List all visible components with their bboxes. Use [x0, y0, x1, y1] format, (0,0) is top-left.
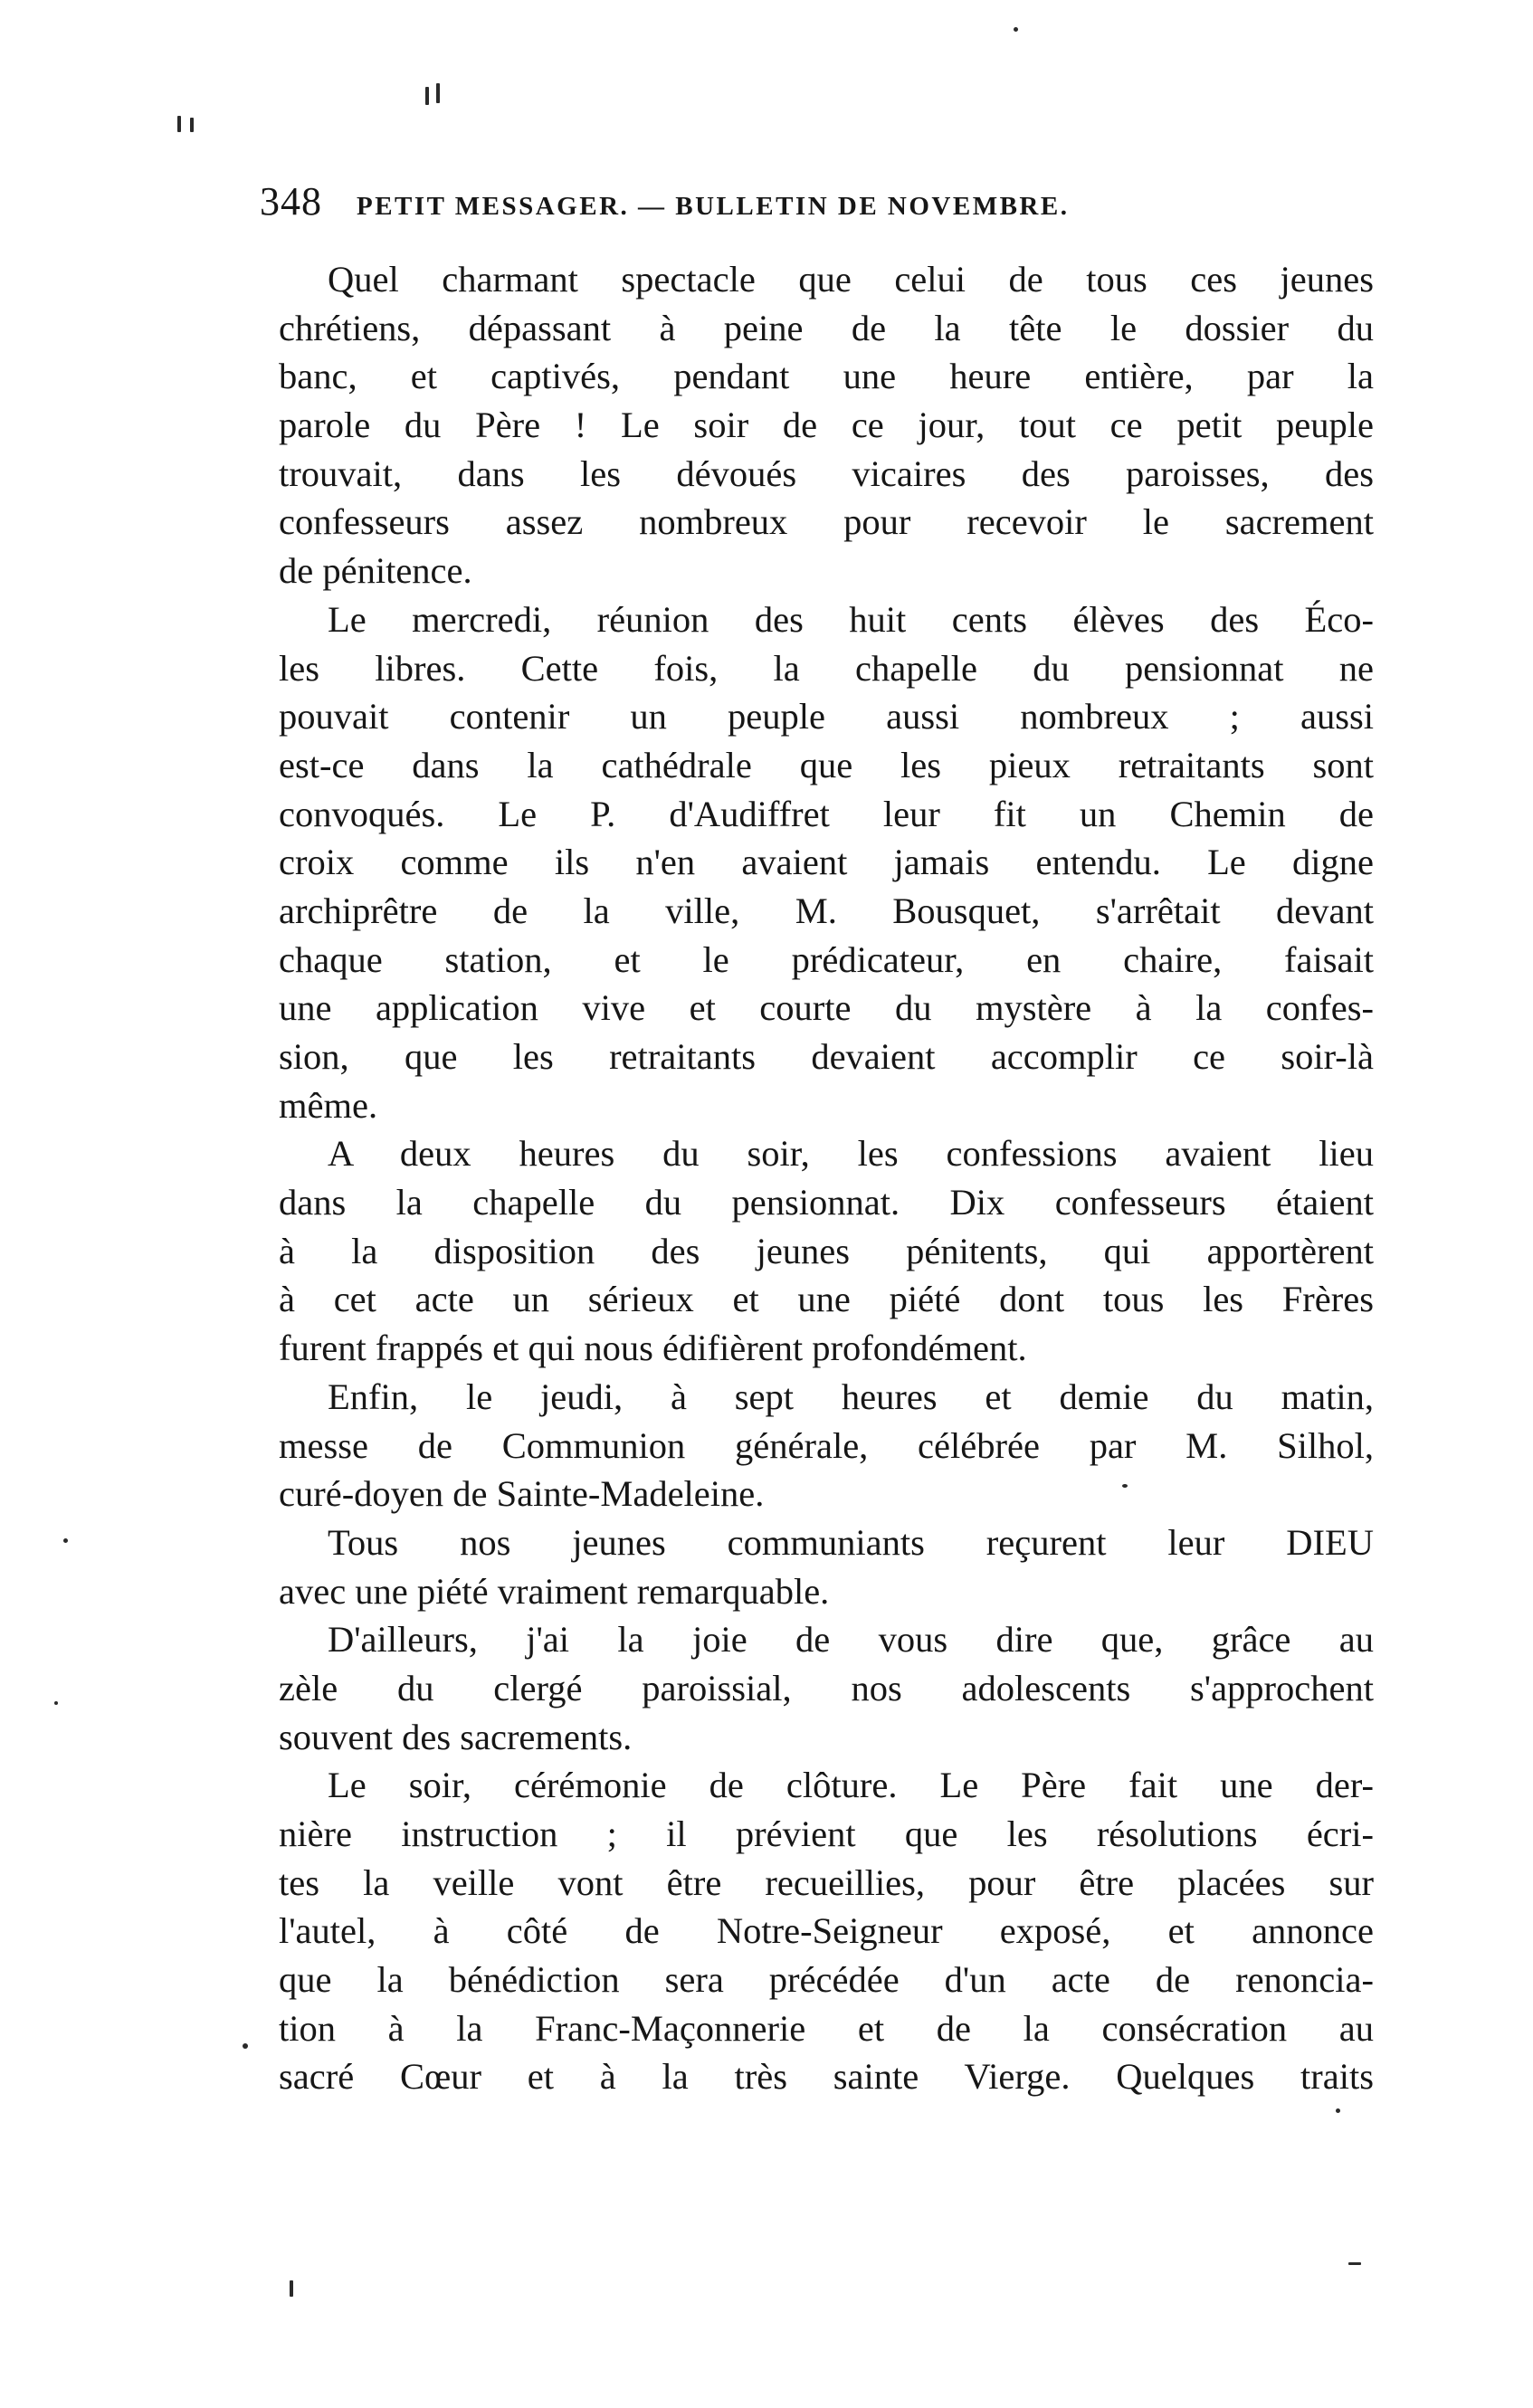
text-line: nière instruction ; il prévient que les résolutions écri- [279, 1813, 1374, 1854]
text-line: Enfin, le jeudi, à sept heures et demie du matin, [328, 1375, 1374, 1417]
scan-speck [1014, 27, 1018, 32]
text-line: est-ce dans la cathédrale que les pieux retraitants sont [279, 744, 1374, 785]
scan-speck [63, 1538, 68, 1543]
text-line: sacré Cœur et à la très sainte Vierge. Quelques traits [279, 2056, 1374, 2098]
text-line: l'autel, à côté de Notre-Seigneur exposé, et annonce [279, 1910, 1374, 1952]
text-line: trouvait, dans les dévoués vicaires des paroisses, des [279, 452, 1374, 494]
text-line: curé-doyen de Sainte-Madeleine. [279, 1473, 765, 1515]
text-line: Quel charmant spectacle que celui de tous ces jeunes [328, 259, 1374, 300]
text-line: Le soir, cérémonie de clôture. Le Père fait une der- [328, 1765, 1374, 1806]
text-line: zèle du clergé paroissial, nos adolescents s'approchent [279, 1667, 1374, 1708]
text-line: chaque station, et le prédicateur, en chaire, faisait [279, 938, 1374, 980]
scan-speck [243, 2043, 248, 2049]
text-line: chrétiens, dépassant à peine de la tête le dossier du [279, 307, 1374, 348]
text-line: même. [279, 1084, 378, 1126]
text-line: croix comme ils n'en avaient jamais entendu. Le digne [279, 842, 1374, 883]
scan-speck [1336, 2108, 1340, 2113]
text-line: que la bénédiction sera précédée d'un acte de renoncia- [279, 1959, 1374, 2001]
text-line: tion à la Franc-Maçonnerie et de la consécration au [279, 2007, 1374, 2049]
text-line: une application vive et courte du mystère à la confes- [279, 987, 1374, 1029]
text-line: furent frappés et qui nous édifièrent profondément. [279, 1328, 1027, 1369]
text-line: banc, et captivés, pendant une heure entière, par la [279, 356, 1374, 397]
text-line: de pénitence. [279, 550, 472, 592]
running-title: PETIT MESSAGER. — BULLETIN DE NOVEMBRE. [357, 192, 1070, 221]
text-line: messe de Communion générale, célébrée par M. Silhol, [279, 1424, 1374, 1466]
text-line: les libres. Cette fois, la chapelle du pensionnat ne [279, 647, 1374, 689]
text-line: à cet acte un sérieux et une piété dont tous les Frères [279, 1279, 1374, 1320]
body-text [279, 255, 1374, 2101]
text-line: avec une piété vraiment remarquable. [279, 1570, 830, 1612]
scan-speck [425, 87, 429, 105]
text-line: confesseurs assez nombreux pour recevoir le sacrement [279, 501, 1374, 543]
text-line: convoqués. Le P. d'Audiffret leur fit un Chemin de [279, 793, 1374, 834]
scan-speck [1348, 2262, 1361, 2265]
text-line: à la disposition des jeunes pénitents, qui apportèrent [279, 1230, 1374, 1271]
text-line: souvent des sacrements. [279, 1716, 633, 1757]
text-line: archiprêtre de la ville, M. Bousquet, s'arrêtait devant [279, 890, 1374, 931]
scan-speck [1122, 1484, 1128, 1488]
scan-speck [290, 2280, 293, 2297]
text-line: sion, que les retraitants devaient accomplir ce soir-là [279, 1036, 1374, 1077]
text-line: parole du Père ! Le soir de ce jour, tout ce petit peuple [279, 405, 1374, 446]
scan-speck [177, 116, 181, 132]
text-line: dans la chapelle du pensionnat. Dix confesseurs étaient [279, 1182, 1374, 1223]
text-line: A deux heures du soir, les confessions avaient lieu [328, 1133, 1374, 1175]
scan-speck [190, 118, 194, 132]
text-line: D'ailleurs, j'ai la joie de vous dire que, grâce au [328, 1619, 1374, 1661]
scan-speck [436, 83, 440, 103]
page-number: 348 [260, 179, 322, 224]
page-header [260, 178, 1300, 224]
text-line: tes la veille vont être recueillies, pour être placées sur [279, 1861, 1374, 1903]
text-line: pouvait contenir un peuple aussi nombreux ; aussi [279, 696, 1374, 738]
text-line: Le mercredi, réunion des huit cents élèves des Éco- [328, 598, 1374, 640]
scan-speck [54, 1701, 58, 1705]
text-line: Tous nos jeunes communiants reçurent leur DIEU [328, 1521, 1374, 1563]
